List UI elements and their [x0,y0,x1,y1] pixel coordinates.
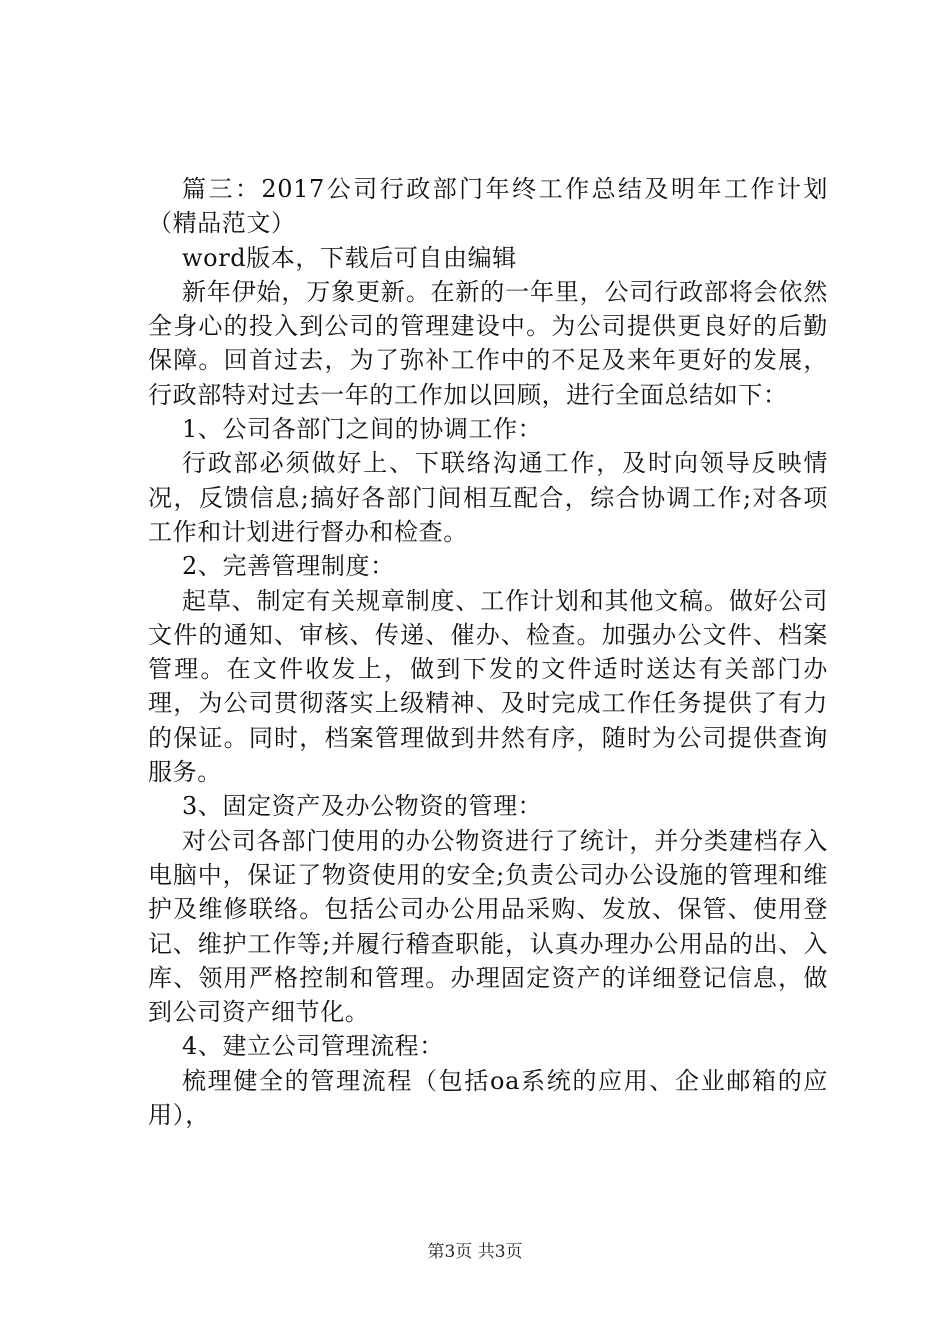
section-heading-4: 4、建立公司管理流程： [182,1032,444,1061]
paragraph-section-3: 对公司各部门使用的办公物资进行了统计，并分类建档存入电脑中，保证了物资使用的安全;负责公司办公设施的管理和维护及维修联络。包括公司办公用品采购、发放、保管、使用登记、维护工作等;并履行稽查职能，认真办理办公用品的出、入库、领用严格控制和管理。办理固定资产的详细登记信息，做到公司资产细节化。 [148,826,828,1027]
document-body [148,172,828,1132]
section-heading-3: 3、固定资产及办公物资的管理： [182,792,543,821]
paragraph-intro: 新年伊始，万象更新。在新的一年里，公司行政部将会依然全身心的投入到公司的管理建设中。为公司提供更良好的后勤保障。回首过去，为了弥补工作中的不足及来年更好的发展，行政部特对过去一年的工作加以回顾，进行全面总结如下： [148,277,828,409]
document-title: 篇三：2017公司行政部门年终工作总结及明年工作计划（精品范文） [148,175,828,238]
page-footer: 第3页 共3页 [427,1242,523,1262]
paragraph-section-2: 起草、制定有关规章制度、工作计划和其他文稿。做好公司文件的通知、审核、传递、催办、检查。加强办公文件、档案管理。在文件收发上，做到下发的文件适时送达有关部门办理，为公司贯彻落实上级精神、及时完成工作任务提供了有力的保证。同时，档案管理做到井然有序，随时为公司提供查询服务。 [148,586,828,787]
section-heading-2: 2、完善管理制度： [182,552,395,581]
paragraph-section-4: 梳理健全的管理流程（包括oa系统的应用、企业邮箱的应用）， [148,1066,828,1130]
document-subtitle: word版本，下载后可自由编辑 [182,243,517,272]
paragraph-section-1: 行政部必须做好上、下联络沟通工作，及时向领导反映情况，反馈信息;搞好各部门间相互配合，综合协调工作;对各项工作和计划进行督办和检查。 [148,449,828,546]
section-heading-1: 1、公司各部门之间的协调工作： [182,415,543,444]
